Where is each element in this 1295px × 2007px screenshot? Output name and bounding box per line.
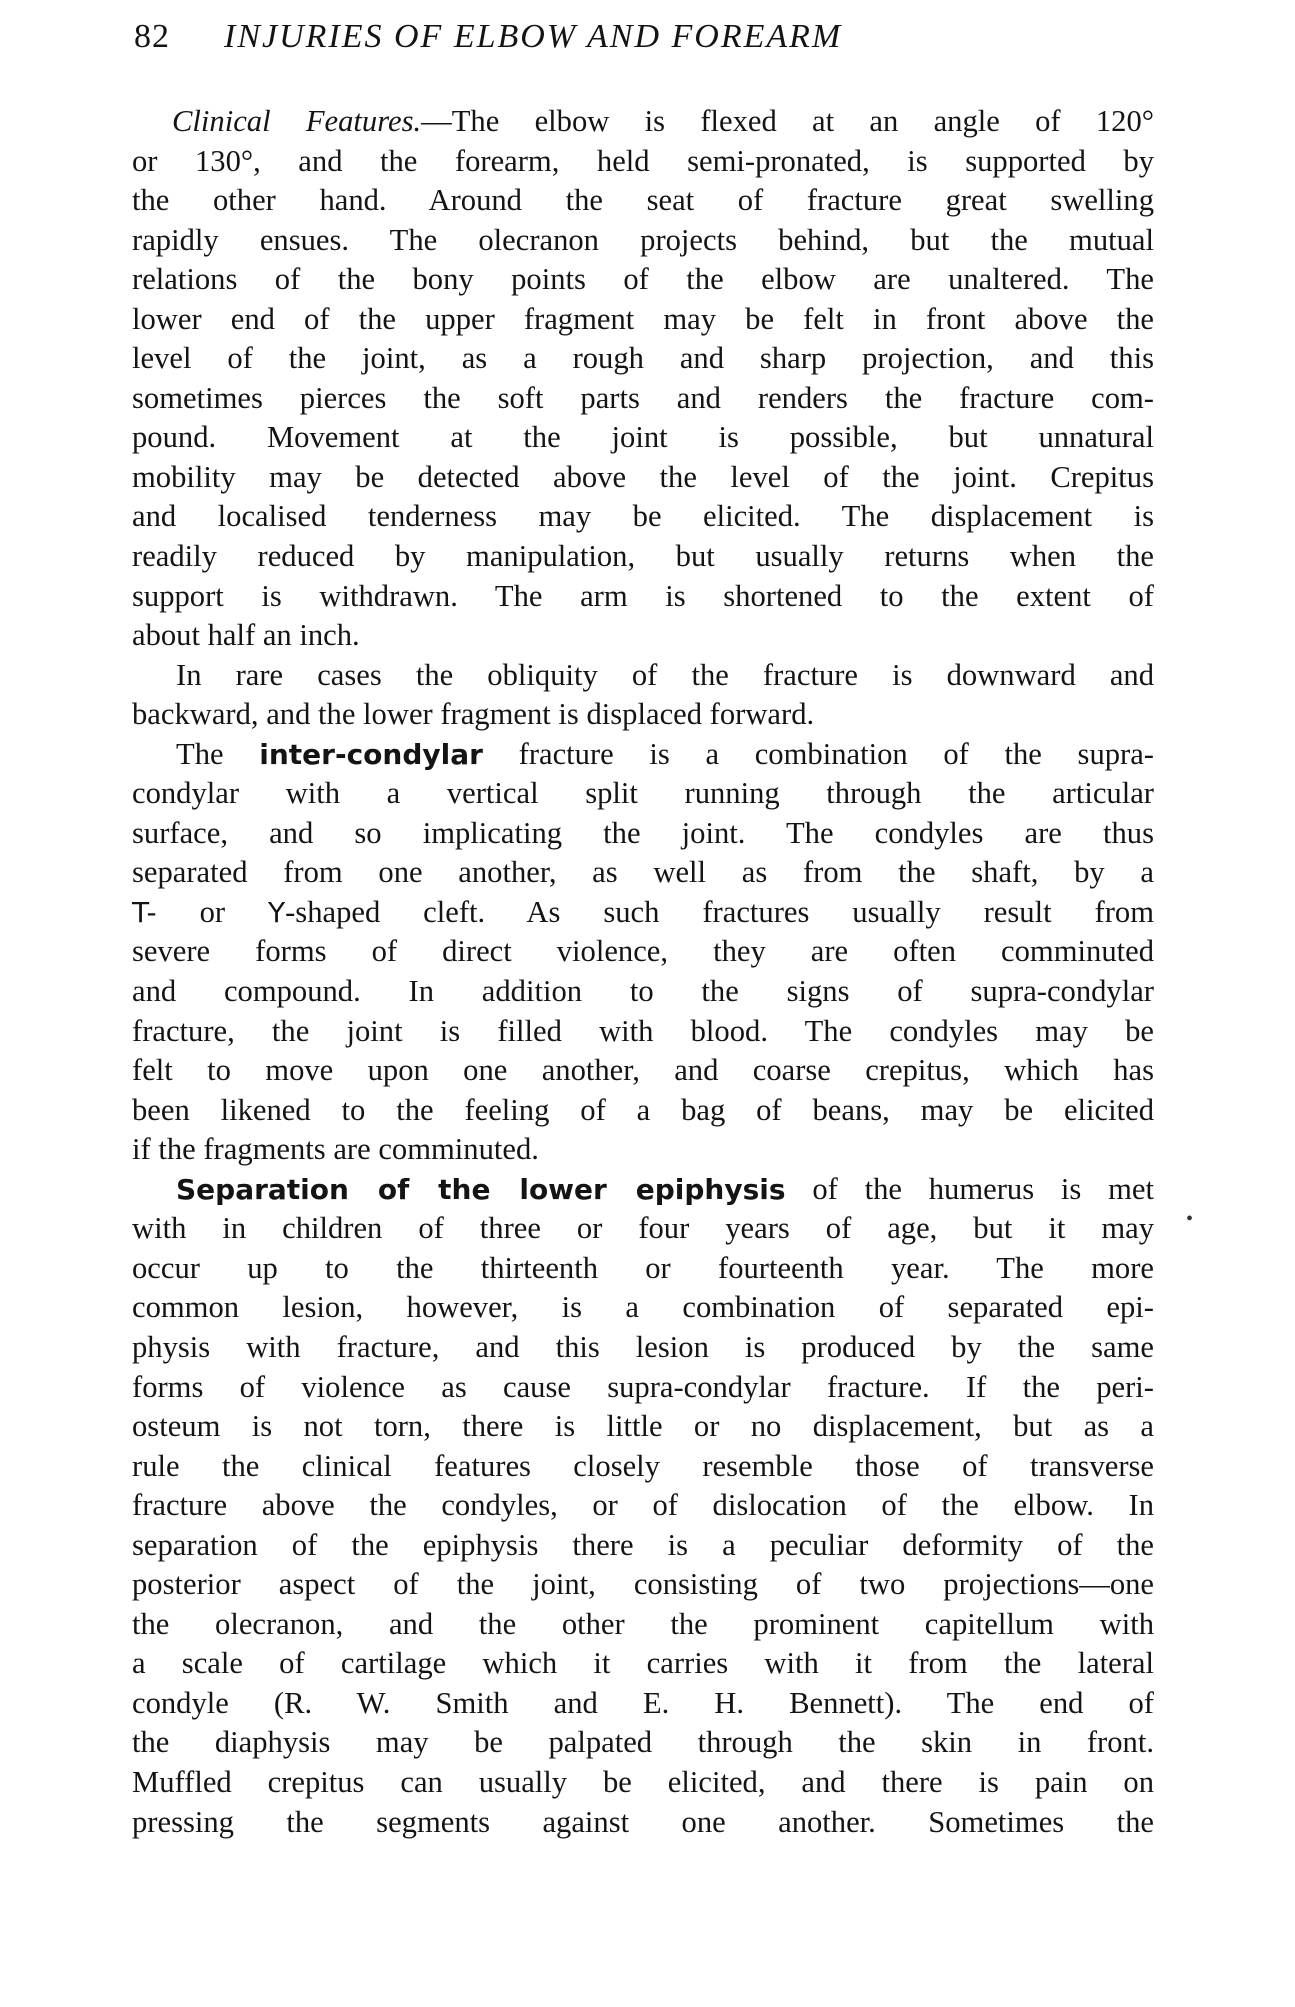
text-line: Muffled crepitus can usually be elicited, and there is pain on (132, 1764, 1154, 1799)
text-line: the olecranon, and the other the prominent capitellum with (132, 1606, 1154, 1641)
text-line: condyle (R. W. Smith and E. H. Bennett). The end of (132, 1685, 1154, 1720)
text-line: backward, and the lower fragment is displaced forward. (132, 697, 815, 732)
text-line: rule the clinical features closely resemble those of transverse (132, 1448, 1154, 1483)
text-line: forms of violence as cause supra-condylar fracture. If the peri- (132, 1369, 1154, 1404)
text-line: fracture, the joint is filled with blood. The condyles may be (132, 1013, 1154, 1048)
text-line: common lesion, however, is a combination of separated epi- (132, 1290, 1154, 1325)
running-head (134, 18, 1164, 68)
text-line: Separation of the lower epiphysis of the humerus is met (176, 1171, 1154, 1206)
section-lead: Clinical Features. (172, 104, 422, 138)
text-line: been likened to the feeling of a bag of beans, may be elicited (132, 1092, 1154, 1127)
text-line: separation of the epiphysis there is a peculiar deformity of the (132, 1527, 1154, 1562)
text-line: level of the joint, as a rough and sharp projection, and this (132, 341, 1154, 376)
text-line: readily reduced by manipulation, but usually returns when the (132, 539, 1154, 574)
y-letter: Y (268, 895, 286, 929)
term-inter-condylar: inter-condylar (259, 737, 483, 771)
text-line: about half an inch. (132, 618, 360, 653)
text-line: physis with fracture, and this lesion is produced by the same (132, 1329, 1154, 1364)
text-line: mobility may be detected above the level of the joint. Crepitus (132, 459, 1154, 494)
text-line: Clinical Features.—The elbow is flexed at an angle of 120° (172, 104, 1154, 138)
text-line: In rare cases the obliquity of the fracture is downward and (176, 657, 1154, 692)
t-letter: T- (132, 895, 157, 929)
text-line: The inter-condylar fracture is a combination of the supra- (176, 736, 1154, 771)
text-line: support is withdrawn. The arm is shortened to the extent of (132, 578, 1154, 613)
chapter-title: INJURIES OF ELBOW AND FOREARM (224, 18, 843, 55)
text-line: surface, and so implicating the joint. The condyles are thus (132, 815, 1154, 850)
text-line: severe forms of direct violence, they are often comminuted (132, 934, 1154, 969)
term-separation-lower-epiphysis: Separation of the lower epiphysis (176, 1172, 786, 1206)
text-line: lower end of the upper fragment may be felt in front above the (132, 301, 1154, 336)
text-line: with in children of three or four years of age, but it may (132, 1211, 1154, 1246)
text-line: posterior aspect of the joint, consisting of two projections—one (132, 1567, 1154, 1602)
text-line: T- or Y-shaped cleft. As such fractures usually result from (132, 894, 1154, 929)
text-line: osteum is not torn, there is little or no displacement, but as a (132, 1409, 1154, 1444)
text-line: a scale of cartilage which it carries with it from the lateral (132, 1646, 1154, 1681)
text-line: condylar with a vertical split running through the articular (132, 776, 1154, 811)
text-line: rapidly ensues. The olecranon projects behind, but the mutual (132, 222, 1154, 257)
margin-mark: • (1186, 1208, 1194, 1230)
text-line: separated from one another, as well as from the shaft, by a (132, 855, 1154, 890)
text-line: relations of the bony points of the elbow are unaltered. The (132, 262, 1154, 297)
page-number: 82 (134, 18, 170, 55)
text-line: if the fragments are comminuted. (132, 1132, 539, 1167)
text-line: occur up to the thirteenth or fourteenth year. The more (132, 1250, 1154, 1285)
text-line: sometimes pierces the soft parts and renders the fracture com- (132, 380, 1154, 415)
text-line: the other hand. Around the seat of fracture great swelling (132, 183, 1154, 218)
text-line: pressing the segments against one another. Sometimes the (132, 1804, 1154, 1839)
text-line: fracture above the condyles, or of dislocation of the elbow. In (132, 1488, 1154, 1523)
text-line: pound. Movement at the joint is possible, but unnatural (132, 420, 1154, 455)
text-line: felt to move upon one another, and coarse crepitus, which has (132, 1053, 1154, 1088)
text-line: and compound. In addition to the signs of supra-condylar (132, 974, 1154, 1009)
body-text (132, 102, 1154, 1842)
text-line: or 130°, and the forearm, held semi-pronated, is supported by (132, 143, 1154, 178)
text-line: the diaphysis may be palpated through the skin in front. (132, 1725, 1154, 1760)
text-line: and localised tenderness may be elicited. The displacement is (132, 499, 1154, 534)
